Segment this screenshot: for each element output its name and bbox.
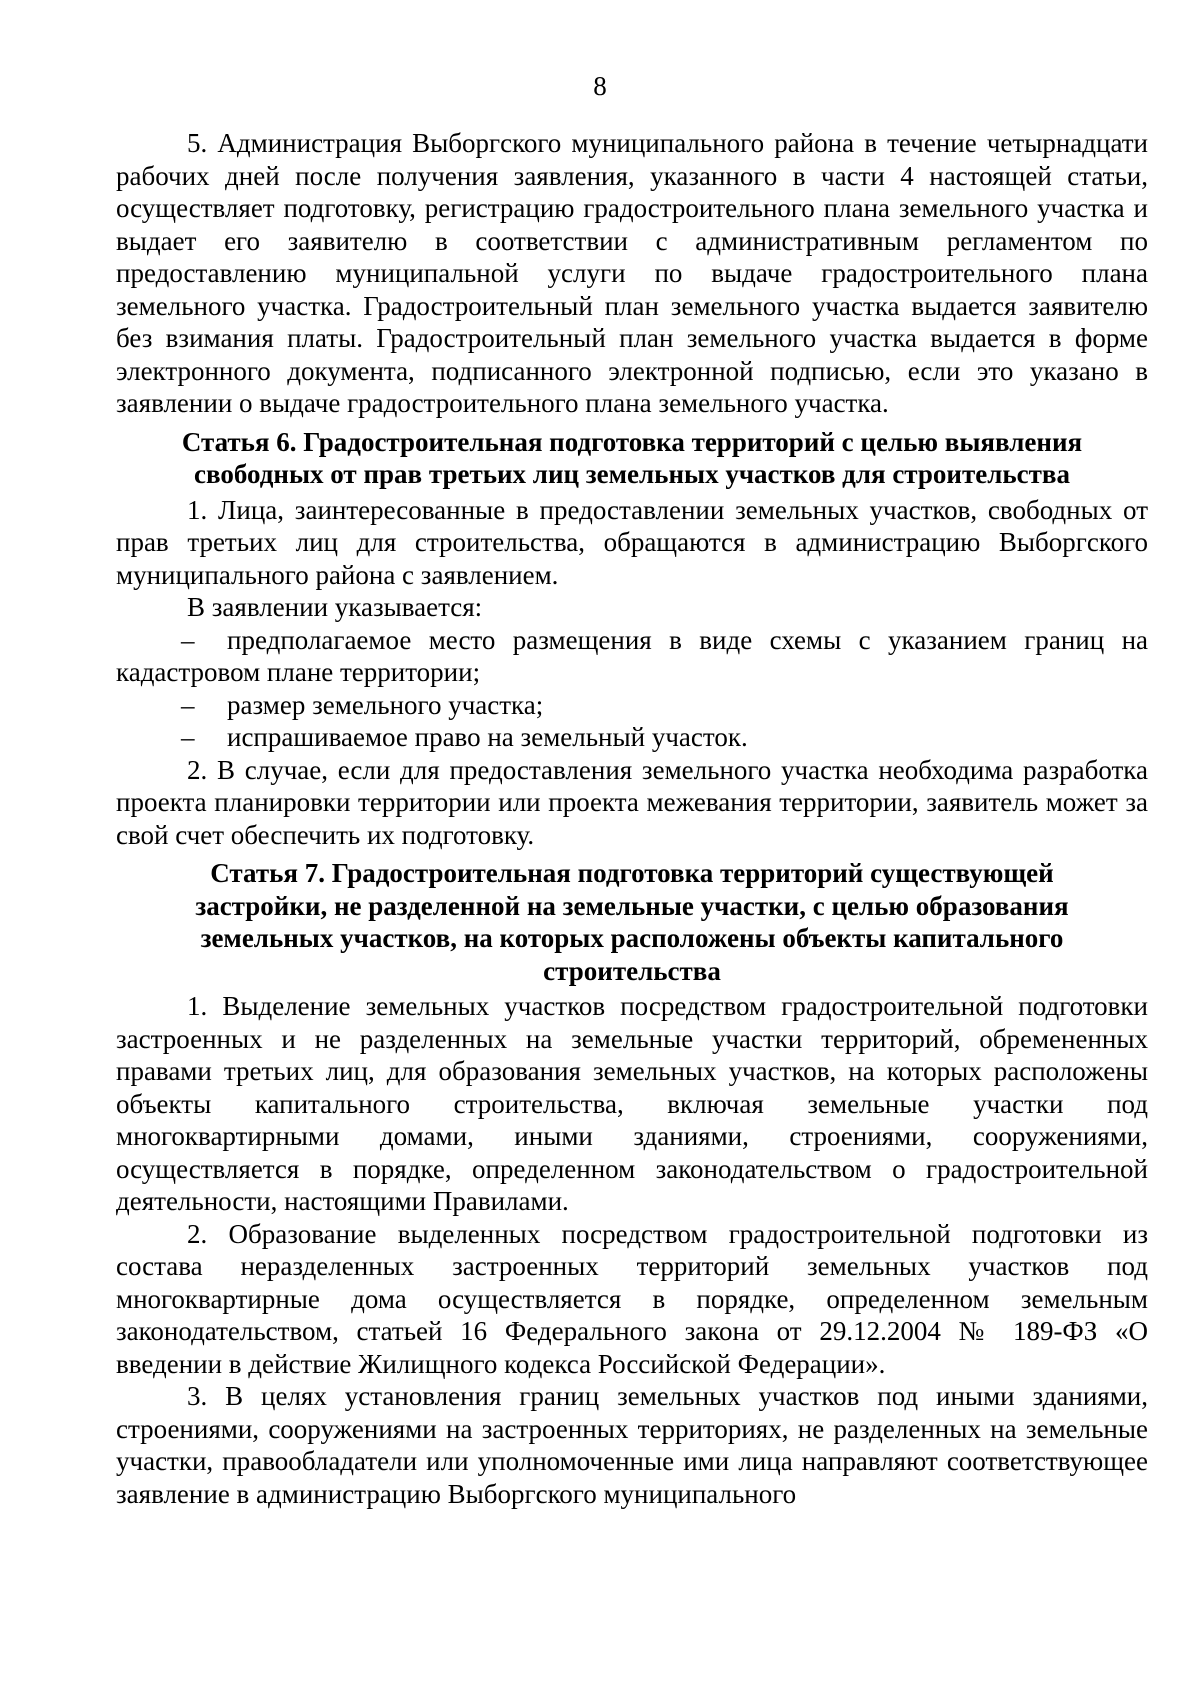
- article-7-heading: [116, 857, 1148, 987]
- article-7-heading-line: Статья 7. Градостроительная подготовка территорий существующей: [210, 858, 1054, 888]
- article-6-heading-line: Статья 6. Градостроительная подготовка территорий с целью выявления: [181, 426, 1083, 457]
- dash-bullet: –: [181, 689, 195, 720]
- article-6-list-intro: В заявлении указывается:: [187, 592, 483, 622]
- list-item-text: испрашиваемое право на земельный участок.: [227, 722, 748, 752]
- list-item: [116, 624, 1148, 689]
- article-7-paragraph-1: 1. Выделение земельных участков посредством градостроительной подготовки застроенных и не разделенных на земельные участки территорий, обремененных правами третьих лиц, для образования земельных участков, на которых расположены объекты капитального строительства, включая земельные участки под многоквартирными домами, иными зданиями, строениями, сооружениями, осуществляется в порядке, определенном законодательством о градостроительной деятельности, настоящими Правилами.: [116, 991, 1148, 1216]
- dash-bullet: –: [181, 624, 195, 655]
- list-item-text: предполагаемое место размещения в виде схемы с указанием границ на кадастровом плане территории;: [116, 624, 1148, 687]
- article-6-paragraph-1: 1. Лица, заинтересованные в предоставлении земельных участков, свободных от прав третьих лиц для строительства, обращаются в администрацию Выборгского муниципального района с заявлением.: [116, 494, 1148, 590]
- article-6-heading: [116, 426, 1148, 491]
- article-6-paragraph-2: 2. В случае, если для предоставления земельного участка необходима разработка проекта планировки территории или проекта межевания территории, заявитель может за свой счет обеспечить их подготовку.: [116, 754, 1148, 850]
- article-7-heading-line: застройки, не разделенной на земельные участки, с целью образования: [195, 890, 1069, 921]
- article-7-heading-line: строительства: [543, 955, 721, 986]
- document-body: [116, 127, 1148, 1510]
- page-number: 8: [593, 71, 607, 101]
- paragraph-5: 5. Администрация Выборгского муниципального района в течение четырнадцати рабочих дней после получения заявления, указанного в части 4 настоящей статьи, осуществляет подготовку, регистрацию градостроительного плана земельного участка и выдает его заявителю в соответствии с административным регламентом по предоставлению муниципальной услуги по выдаче градостроительного плана земельного участка. Градостроительный план земельного участка выдается заявителю без взимания платы. Градостроительный план земельного участка выдается в форме электронного документа, подписанного электронной подписью, если это указано в заявлении о выдаче градостроительного плана земельного участка.: [116, 128, 1148, 418]
- dash-bullet: –: [181, 722, 195, 752]
- list-item: [116, 721, 1148, 754]
- article-7-paragraph-3: 3. В целях установления границ земельных участков под иными зданиями, строениями, сооружениями на застроенных территориях, не разделенных на земельные участки, правообладатели или уполномоченные ими лица направляют соответствующее заявление в администрацию Выборгского муниципального: [116, 1381, 1148, 1509]
- list-item: [116, 689, 1148, 722]
- list-item-text: размер земельного участка;: [227, 689, 544, 720]
- article-6-heading-line: свободных от прав третьих лиц земельных участков для строительства: [194, 459, 1070, 489]
- article-7-heading-line: земельных участков, на которых расположены объекты капитального: [200, 923, 1064, 953]
- article-7-paragraph-2: 2. Образование выделенных посредством градостроительной подготовки из состава неразделенных застроенных территорий земельных участков под многоквартирные дома осуществляется в порядке, определенном земельным законодательством, статьей 16 Федерального закона от 29.12.2004 № 189-ФЗ «О введении в действие Жилищного кодекса Российской Федерации».: [116, 1218, 1148, 1379]
